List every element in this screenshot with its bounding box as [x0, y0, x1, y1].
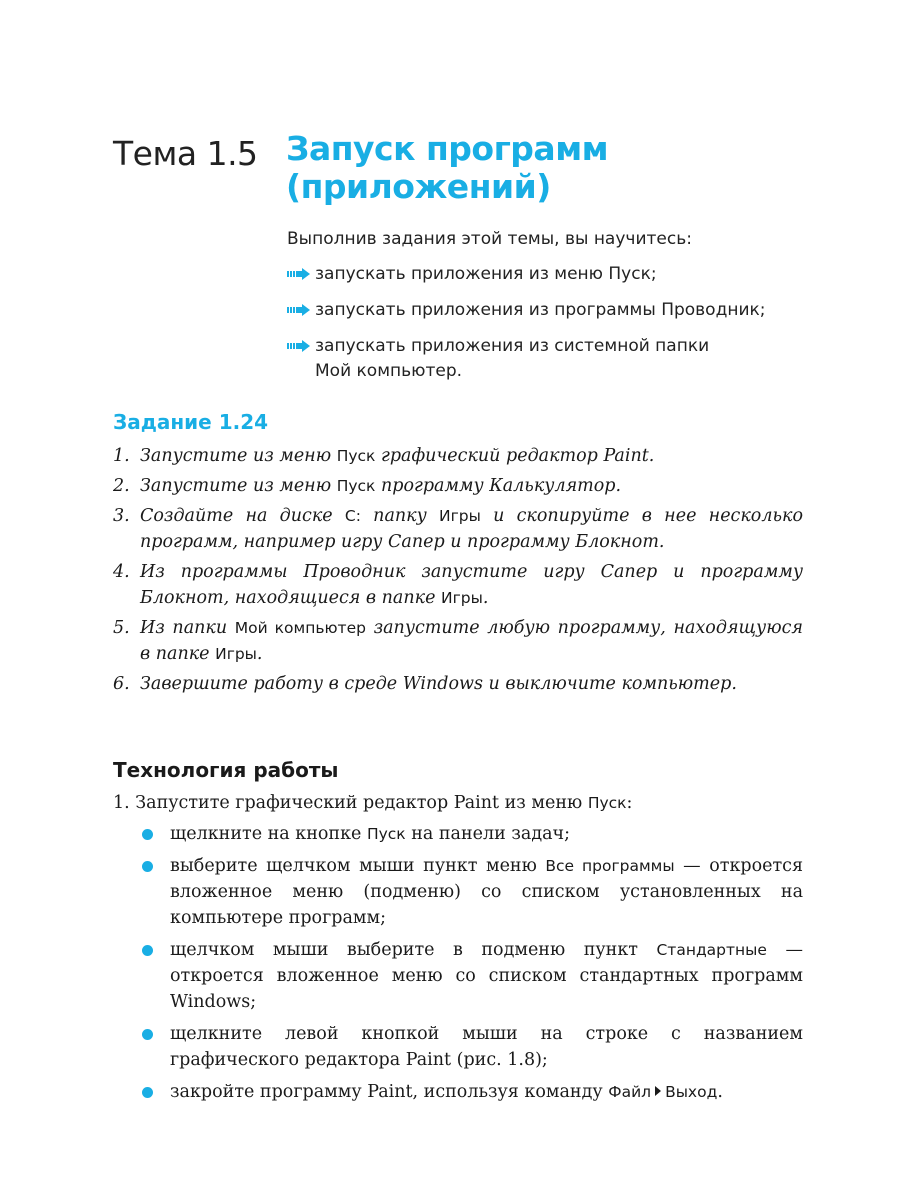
bullet-text: — откроется вложенное меню (подменю) со списком установленных на компьютере программ; [170, 856, 803, 928]
goal-text: запускать приложения из меню Пуск; [315, 264, 657, 284]
task-number: 1. [113, 446, 130, 466]
ui-term: Мой компьютер [234, 619, 366, 637]
learning-goals [287, 228, 807, 395]
bullet-item [113, 1021, 803, 1073]
bullet-dot-icon [142, 1087, 153, 1098]
bullet-text: щелкните левой кнопкой мыши на строке с названием графического редактора Paint (рис. 1.8); [170, 1024, 803, 1070]
tech-title: Технология работы [113, 758, 339, 782]
task-text: Запустите из меню [140, 476, 337, 496]
ui-term: Пуск [366, 825, 406, 843]
ui-term: Файл [608, 1083, 652, 1101]
bullet-dot-icon [142, 1029, 153, 1040]
bullet-text: на панели задач; [405, 824, 570, 844]
ui-term: Пуск [336, 477, 376, 495]
ui-term: Все программы [545, 857, 675, 875]
bullet-text: — откроется вложенное меню со списком стандартных программ Windows; [170, 940, 803, 1012]
task-text: и скопируйте в нее несколько программ, например игру Сапер и программу Блокнот. [140, 506, 803, 552]
goal-item [287, 298, 807, 323]
bullet-item [113, 821, 803, 847]
task-text: . [482, 588, 489, 608]
bullet-text: щелчком мыши выберите в подменю пункт [170, 940, 657, 960]
task-text: Из папки [140, 618, 235, 638]
task-item [113, 443, 803, 469]
bullet-text: закройте программу Paint, используя команду [170, 1082, 609, 1102]
topic-title-line-1: Запуск программ [286, 129, 609, 168]
bullet-item [113, 937, 803, 1015]
task-item [113, 615, 803, 667]
ui-term: Игры [215, 645, 257, 663]
arrow-right-icon [287, 339, 311, 353]
task-text: запустите любую программу, находящуюся в папке [140, 618, 803, 664]
task-text: программу Калькулятор. [375, 476, 622, 496]
ui-term: Выход [665, 1083, 718, 1101]
task-text: графический редактор Paint. [375, 446, 655, 466]
tech-steps [113, 789, 803, 1111]
task-item [113, 671, 803, 697]
task-number: 3. [113, 506, 130, 526]
step-text: : [626, 793, 633, 813]
bullet-dot-icon [142, 829, 153, 840]
task-text: Из программы Проводник запустите игру Сапер и программу Блокнот, находящиеся в папке [140, 562, 803, 608]
step-item [113, 789, 803, 817]
arrow-right-icon [287, 303, 311, 317]
ui-term: С: [344, 507, 361, 525]
bullet-dot-icon [142, 861, 153, 872]
task-number: 5. [113, 618, 130, 638]
bullet-text: щелкните на кнопке [170, 824, 367, 844]
task-number: 4. [113, 562, 130, 582]
goals-intro: Выполнив задания этой темы, вы научитесь: [287, 229, 692, 249]
task-item [113, 559, 803, 611]
bullet-text: . [717, 1082, 723, 1102]
menu-arrow-icon [655, 1086, 661, 1096]
ui-term: Игры [439, 507, 481, 525]
arrow-right-icon [287, 267, 311, 281]
task-number: 6. [113, 674, 130, 694]
step-text: 1. Запустите графический редактор Paint из меню [113, 793, 588, 813]
task-text: Запустите из меню [140, 446, 337, 466]
goal-text-continued: Мой компьютер. [315, 361, 463, 381]
topic-title [286, 130, 608, 206]
task-text: Завершите работу в среде Windows и выключите компьютер. [140, 674, 737, 694]
task-list [113, 443, 803, 701]
topic-number: Тема 1.5 [113, 134, 258, 173]
ui-term: Пуск [336, 447, 376, 465]
task-number: 2. [113, 476, 130, 496]
goal-text: запускать приложения из системной папки [315, 336, 710, 356]
goal-item [287, 334, 807, 384]
bullet-item [113, 853, 803, 931]
topic-title-line-2: (приложений) [286, 167, 551, 206]
bullet-text: выберите щелчком мыши пункт меню [170, 856, 546, 876]
task-text: Создайте на диске [140, 506, 345, 526]
task-title: Задание 1.24 [113, 410, 269, 434]
task-text: папку [360, 506, 440, 526]
ui-term: Игры [441, 589, 483, 607]
task-item [113, 503, 803, 555]
ui-term: Стандартные [656, 941, 767, 959]
bullet-dot-icon [142, 945, 153, 956]
ui-term: Пуск [587, 794, 627, 812]
goal-text: запускать приложения из программы Проводник; [315, 300, 766, 320]
goal-item [287, 262, 807, 287]
task-item [113, 473, 803, 499]
task-text: . [256, 644, 263, 664]
bullet-item [113, 1079, 803, 1105]
